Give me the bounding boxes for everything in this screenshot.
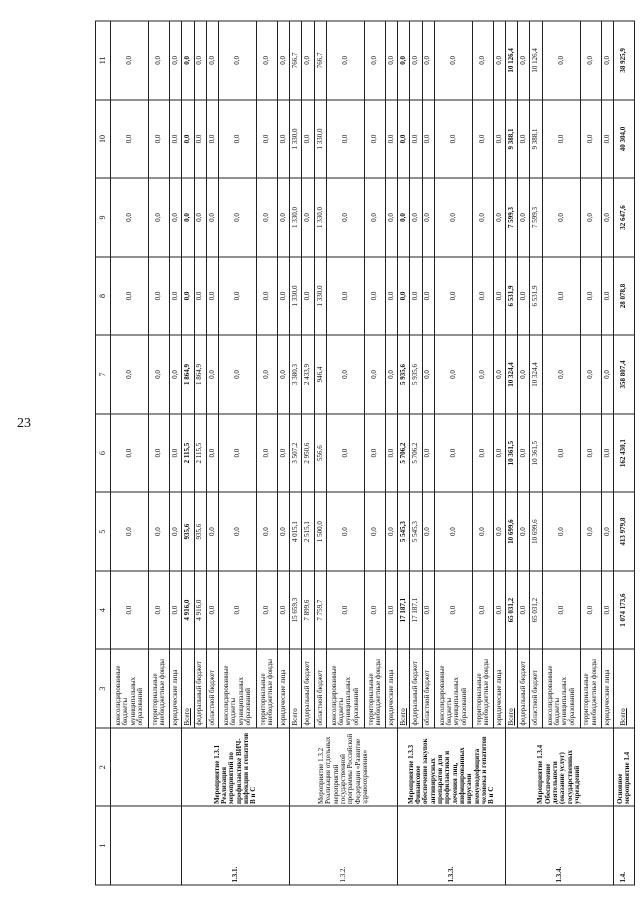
value-cell: 1 330,0 — [314, 178, 326, 257]
value-cell: 0,0 — [472, 335, 493, 414]
value-cell: 3 507,2 — [290, 413, 302, 492]
value-cell: 1 330,0 — [314, 99, 326, 178]
value-cell: 0,0 — [111, 256, 149, 335]
row-title: Мероприятие 1.3.4 Обеспечение деятельности (оказание услуг) государственных учреждений — [506, 727, 614, 806]
value-cell: 38 925,9 — [613, 21, 634, 100]
value-cell: 0,0 — [111, 21, 149, 100]
value-cell: 0,0 — [278, 21, 290, 100]
header-col-1: 1 — [96, 806, 111, 885]
value-cell: 7 899,6 — [302, 570, 314, 649]
funding-source: федеральный бюджет — [194, 649, 206, 728]
value-cell: 0,0 — [365, 21, 386, 100]
value-cell: 0,0 — [422, 178, 434, 257]
value-cell: 0,0 — [149, 256, 170, 335]
value-cell: 0,0 — [493, 413, 505, 492]
value-cell: 0,0 — [170, 335, 182, 414]
funding-source: федеральный бюджет — [518, 649, 530, 728]
table-body — [111, 21, 635, 885]
value-cell: 0,0 — [170, 178, 182, 257]
value-cell: 0,0 — [542, 570, 580, 649]
row-code: 1.3.4. — [506, 806, 614, 885]
value-cell: 0,0 — [218, 99, 256, 178]
value-cell: 0,0 — [257, 21, 278, 100]
funding-source: юридические лица — [493, 649, 505, 728]
row-code: 1.3.1. — [182, 806, 290, 885]
value-cell: 0,0 — [601, 99, 613, 178]
value-cell: 40 304,0 — [613, 99, 634, 178]
value-cell: 6 531,9 — [530, 256, 542, 335]
funding-source: Всего — [182, 649, 194, 728]
value-cell: 0,0 — [111, 335, 149, 414]
value-cell: 0,0 — [385, 21, 397, 100]
value-cell: 0,0 — [493, 256, 505, 335]
row-title: Мероприятие 1.3.3 Финансовое обеспечение закупок антивирусных препаратов для профилактики и лечения лиц, инфицированных вирусами иммунодефицита человека и гепатитов В и С — [398, 727, 506, 806]
value-cell: 0,0 — [182, 21, 194, 100]
value-cell: 0,0 — [302, 21, 314, 100]
funding-source: территориальные внебюджетные фонды — [580, 649, 601, 728]
value-cell: 0,0 — [385, 256, 397, 335]
value-cell: 0,0 — [278, 413, 290, 492]
header-col-6: 6 — [96, 413, 111, 492]
funding-source: юридические лица — [385, 649, 397, 728]
value-cell: 0,0 — [278, 492, 290, 571]
value-cell: 0,0 — [257, 335, 278, 414]
table-row — [111, 21, 149, 885]
value-cell: 0,0 — [170, 570, 182, 649]
funding-source: федеральный бюджет — [410, 649, 422, 728]
value-cell: 0,0 — [326, 21, 364, 100]
value-cell: 0,0 — [170, 256, 182, 335]
value-cell: 0,0 — [493, 178, 505, 257]
value-cell: 2 115,5 — [182, 413, 194, 492]
value-cell: 1 330,0 — [314, 256, 326, 335]
value-cell: 4 916,0 — [194, 570, 206, 649]
value-cell: 4 015,1 — [290, 492, 302, 571]
value-cell: 0,0 — [149, 570, 170, 649]
value-cell: 0,0 — [434, 413, 472, 492]
value-cell: 0,0 — [580, 99, 601, 178]
value-cell: 0,0 — [149, 492, 170, 571]
value-cell: 0,0 — [398, 256, 410, 335]
value-cell: 2 515,1 — [302, 492, 314, 571]
value-cell: 0,0 — [385, 335, 397, 414]
value-cell: 0,0 — [542, 256, 580, 335]
value-cell: 1 330,0 — [290, 99, 302, 178]
value-cell: 0,0 — [170, 21, 182, 100]
value-cell: 0,0 — [385, 492, 397, 571]
value-cell: 0,0 — [218, 492, 256, 571]
value-cell: 0,0 — [422, 256, 434, 335]
value-cell: 0,0 — [493, 99, 505, 178]
value-cell: 0,0 — [601, 178, 613, 257]
value-cell: 1 864,9 — [182, 335, 194, 414]
value-cell: 2 433,9 — [302, 335, 314, 414]
value-cell: 7 599,3 — [506, 178, 518, 257]
row-code — [111, 806, 182, 885]
header-col-8: 8 — [96, 256, 111, 335]
value-cell: 10 699,6 — [530, 492, 542, 571]
value-cell: 0,0 — [326, 570, 364, 649]
value-cell: 5 706,2 — [398, 413, 410, 492]
value-cell: 0,0 — [472, 570, 493, 649]
value-cell: 0,0 — [580, 413, 601, 492]
value-cell: 0,0 — [365, 335, 386, 414]
value-cell: 0,0 — [257, 413, 278, 492]
value-cell: 0,0 — [580, 335, 601, 414]
value-cell: 0,0 — [194, 21, 206, 100]
value-cell: 0,0 — [326, 413, 364, 492]
value-cell: 0,0 — [111, 570, 149, 649]
value-cell: 0,0 — [422, 21, 434, 100]
value-cell: 0,0 — [580, 21, 601, 100]
value-cell: 0,0 — [422, 99, 434, 178]
value-cell: 0,0 — [206, 570, 218, 649]
value-cell: 0,0 — [542, 492, 580, 571]
value-cell: 0,0 — [422, 413, 434, 492]
value-cell: 10 361,5 — [506, 413, 518, 492]
value-cell: 0,0 — [218, 570, 256, 649]
value-cell: 0,0 — [182, 256, 194, 335]
value-cell: 5 935,6 — [410, 335, 422, 414]
table-header — [96, 21, 111, 885]
value-cell: 0,0 — [542, 413, 580, 492]
value-cell: 15 659,3 — [290, 570, 302, 649]
value-cell: 0,0 — [601, 413, 613, 492]
header-col-4: 4 — [96, 570, 111, 649]
value-cell: 0,0 — [518, 570, 530, 649]
value-cell: 0,0 — [434, 570, 472, 649]
table-row — [290, 21, 302, 885]
value-cell: 0,0 — [542, 178, 580, 257]
value-cell: 0,0 — [472, 178, 493, 257]
value-cell: 0,0 — [385, 178, 397, 257]
value-cell: 0,0 — [206, 256, 218, 335]
value-cell: 0,0 — [365, 178, 386, 257]
value-cell: 2 115,5 — [194, 413, 206, 492]
value-cell: 28 078,8 — [613, 256, 634, 335]
funding-source: юридические лица — [170, 649, 182, 728]
header-col-11: 11 — [96, 21, 111, 100]
value-cell: 32 647,6 — [613, 178, 634, 257]
funding-source: Всего — [398, 649, 410, 728]
value-cell: 0,0 — [434, 335, 472, 414]
value-cell: 0,0 — [493, 335, 505, 414]
value-cell: 1 074 173,6 — [613, 570, 634, 649]
value-cell: 0,0 — [111, 413, 149, 492]
value-cell: 0,0 — [170, 492, 182, 571]
table-row — [613, 21, 634, 885]
value-cell: 0,0 — [194, 99, 206, 178]
value-cell: 935,6 — [194, 492, 206, 571]
value-cell: 0,0 — [493, 21, 505, 100]
row-title: Основное мероприятие 1.4 — [613, 727, 634, 806]
value-cell: 0,0 — [601, 570, 613, 649]
value-cell: 6 531,9 — [506, 256, 518, 335]
value-cell: 0,0 — [472, 413, 493, 492]
value-cell: 0,0 — [365, 99, 386, 178]
row-code: 1.3.2. — [290, 806, 398, 885]
row-title — [111, 727, 182, 806]
value-cell: 0,0 — [601, 335, 613, 414]
value-cell: 0,0 — [365, 256, 386, 335]
value-cell: 0,0 — [206, 492, 218, 571]
value-cell: 0,0 — [278, 570, 290, 649]
value-cell: 0,0 — [194, 256, 206, 335]
value-cell: 0,0 — [257, 492, 278, 571]
value-cell: 0,0 — [518, 335, 530, 414]
value-cell: 0,0 — [149, 178, 170, 257]
value-cell: 0,0 — [472, 21, 493, 100]
value-cell: 0,0 — [601, 256, 613, 335]
value-cell: 65 031,2 — [506, 570, 518, 649]
value-cell: 0,0 — [257, 99, 278, 178]
value-cell: 1 330,0 — [290, 256, 302, 335]
value-cell: 0,0 — [472, 99, 493, 178]
funding-source: юридические лица — [601, 649, 613, 728]
value-cell: 0,0 — [518, 256, 530, 335]
value-cell: 0,0 — [182, 99, 194, 178]
value-cell: 0,0 — [518, 492, 530, 571]
funding-source: Всего — [506, 649, 518, 728]
value-cell: 0,0 — [278, 178, 290, 257]
value-cell: 0,0 — [326, 99, 364, 178]
funding-source: Всего — [290, 649, 302, 728]
funding-source: юридические лица — [278, 649, 290, 728]
funding-source: территориальные внебюджетные фонды — [365, 649, 386, 728]
funding-source: Всего — [613, 649, 634, 728]
value-cell: 0,0 — [365, 570, 386, 649]
rotated-table-container — [95, 20, 635, 885]
funding-source: территориальные внебюджетные фонды — [257, 649, 278, 728]
value-cell: 0,0 — [580, 256, 601, 335]
value-cell: 0,0 — [518, 178, 530, 257]
value-cell: 5 545,3 — [410, 492, 422, 571]
value-cell: 0,0 — [257, 570, 278, 649]
header-row — [96, 21, 111, 885]
header-col-2: 2 — [96, 727, 111, 806]
value-cell: 0,0 — [218, 256, 256, 335]
value-cell: 1 864,9 — [194, 335, 206, 414]
value-cell: 0,0 — [601, 21, 613, 100]
value-cell: 766,7 — [290, 21, 302, 100]
funding-source: областной бюджет — [314, 649, 326, 728]
value-cell: 0,0 — [278, 256, 290, 335]
value-cell: 556,6 — [314, 413, 326, 492]
value-cell: 0,0 — [218, 413, 256, 492]
header-col-9: 9 — [96, 178, 111, 257]
value-cell: 0,0 — [398, 99, 410, 178]
value-cell: 0,0 — [218, 335, 256, 414]
value-cell: 1 500,0 — [314, 492, 326, 571]
value-cell: 0,0 — [410, 178, 422, 257]
funding-source: консолидированные бюджеты муниципальных образований — [326, 649, 364, 728]
value-cell: 0,0 — [518, 413, 530, 492]
funding-source: консолидированные бюджеты муниципальных образований — [218, 649, 256, 728]
value-cell: 0,0 — [472, 256, 493, 335]
value-cell: 0,0 — [326, 335, 364, 414]
value-cell: 10 324,4 — [506, 335, 518, 414]
value-cell: 0,0 — [422, 335, 434, 414]
value-cell: 10 126,4 — [530, 21, 542, 100]
value-cell: 0,0 — [149, 413, 170, 492]
funding-source: консолидированные бюджеты муниципальных образований — [111, 649, 149, 728]
value-cell: 0,0 — [385, 99, 397, 178]
value-cell: 0,0 — [580, 492, 601, 571]
value-cell: 0,0 — [111, 492, 149, 571]
value-cell: 5 935,6 — [398, 335, 410, 414]
row-title: Мероприятие 1.3.2 Реализация отдельных мероприятий государственной программы Российской Федерации «Развитие здравоохранения» — [290, 727, 398, 806]
value-cell: 0,0 — [365, 492, 386, 571]
value-cell: 0,0 — [206, 21, 218, 100]
funding-source: территориальные внебюджетные фонды — [472, 649, 493, 728]
value-cell: 358 807,4 — [613, 335, 634, 414]
value-cell: 0,0 — [278, 99, 290, 178]
value-cell: 7 599,3 — [530, 178, 542, 257]
value-cell: 0,0 — [111, 178, 149, 257]
value-cell: 10 361,5 — [530, 413, 542, 492]
table-row — [506, 21, 518, 885]
value-cell: 766,7 — [314, 21, 326, 100]
header-col-10: 10 — [96, 99, 111, 178]
funding-source: консолидированные бюджеты муниципальных образований — [434, 649, 472, 728]
value-cell: 0,0 — [410, 21, 422, 100]
value-cell: 0,0 — [580, 570, 601, 649]
value-cell: 0,0 — [218, 21, 256, 100]
value-cell: 0,0 — [111, 99, 149, 178]
value-cell: 0,0 — [398, 21, 410, 100]
value-cell: 17 187,1 — [398, 570, 410, 649]
row-title: Мероприятие 1.3.1 Реализация мероприятий по профилактике ВИЧ-инфекции и гепатитов В и С — [182, 727, 290, 806]
value-cell: 0,0 — [434, 99, 472, 178]
value-cell: 65 031,2 — [530, 570, 542, 649]
header-col-5: 5 — [96, 492, 111, 571]
value-cell: 9 388,1 — [530, 99, 542, 178]
funding-source: областной бюджет — [422, 649, 434, 728]
value-cell: 0,0 — [493, 570, 505, 649]
value-cell: 0,0 — [257, 256, 278, 335]
value-cell: 0,0 — [422, 492, 434, 571]
value-cell: 0,0 — [518, 21, 530, 100]
value-cell: 0,0 — [206, 335, 218, 414]
value-cell: 0,0 — [170, 99, 182, 178]
value-cell: 0,0 — [434, 256, 472, 335]
value-cell: 5 706,2 — [410, 413, 422, 492]
value-cell: 0,0 — [170, 413, 182, 492]
value-cell: 17 187,1 — [410, 570, 422, 649]
value-cell: 1 330,0 — [290, 178, 302, 257]
value-cell: 0,0 — [182, 178, 194, 257]
value-cell: 4 916,0 — [182, 570, 194, 649]
value-cell: 0,0 — [257, 178, 278, 257]
table-row — [182, 21, 194, 885]
value-cell: 10 126,4 — [506, 21, 518, 100]
value-cell: 0,0 — [493, 492, 505, 571]
funding-source: территориальные внебюджетные фонды — [149, 649, 170, 728]
value-cell: 0,0 — [326, 256, 364, 335]
value-cell: 0,0 — [326, 492, 364, 571]
value-cell: 0,0 — [218, 178, 256, 257]
page-number: 23 — [17, 416, 31, 431]
value-cell: 0,0 — [278, 335, 290, 414]
value-cell: 5 545,3 — [398, 492, 410, 571]
value-cell: 10 699,6 — [506, 492, 518, 571]
funding-source: областной бюджет — [206, 649, 218, 728]
value-cell: 0,0 — [434, 178, 472, 257]
value-cell: 0,0 — [365, 413, 386, 492]
value-cell: 0,0 — [422, 570, 434, 649]
value-cell: 0,0 — [149, 21, 170, 100]
value-cell: 10 324,4 — [530, 335, 542, 414]
value-cell: 0,0 — [472, 492, 493, 571]
table-wrapper — [90, 0, 640, 905]
value-cell: 3 380,3 — [290, 335, 302, 414]
value-cell: 0,0 — [398, 178, 410, 257]
value-cell: 0,0 — [580, 178, 601, 257]
value-cell: 0,0 — [410, 99, 422, 178]
value-cell: 0,0 — [149, 335, 170, 414]
value-cell: 0,0 — [434, 21, 472, 100]
header-col-3: 3 — [96, 649, 111, 728]
value-cell: 0,0 — [206, 413, 218, 492]
value-cell: 0,0 — [302, 178, 314, 257]
value-cell: 0,0 — [434, 492, 472, 571]
value-cell: 946,4 — [314, 335, 326, 414]
funding-source: консолидированные бюджеты муниципальных образований — [542, 649, 580, 728]
value-cell: 0,0 — [326, 178, 364, 257]
value-cell: 9 388,1 — [506, 99, 518, 178]
funding-source: областной бюджет — [530, 649, 542, 728]
value-cell: 0,0 — [542, 99, 580, 178]
value-cell: 0,0 — [542, 21, 580, 100]
value-cell: 0,0 — [194, 178, 206, 257]
value-cell: 0,0 — [149, 99, 170, 178]
value-cell: 0,0 — [302, 256, 314, 335]
value-cell: 413 979,8 — [613, 492, 634, 571]
value-cell: 0,0 — [518, 99, 530, 178]
value-cell: 2 950,6 — [302, 413, 314, 492]
row-code: 1.4. — [613, 806, 634, 885]
value-cell: 0,0 — [410, 256, 422, 335]
header-col-7: 7 — [96, 335, 111, 414]
value-cell: 0,0 — [206, 178, 218, 257]
value-cell: 0,0 — [302, 99, 314, 178]
value-cell: 7 759,7 — [314, 570, 326, 649]
value-cell: 0,0 — [385, 413, 397, 492]
value-cell: 162 430,1 — [613, 413, 634, 492]
value-cell: 0,0 — [542, 335, 580, 414]
value-cell: 935,6 — [182, 492, 194, 571]
value-cell: 0,0 — [601, 492, 613, 571]
value-cell: 0,0 — [206, 99, 218, 178]
funding-source: федеральный бюджет — [302, 649, 314, 728]
table-row — [398, 21, 410, 885]
value-cell: 0,0 — [385, 570, 397, 649]
row-code: 1.3.3. — [398, 806, 506, 885]
budget-table — [95, 20, 635, 885]
